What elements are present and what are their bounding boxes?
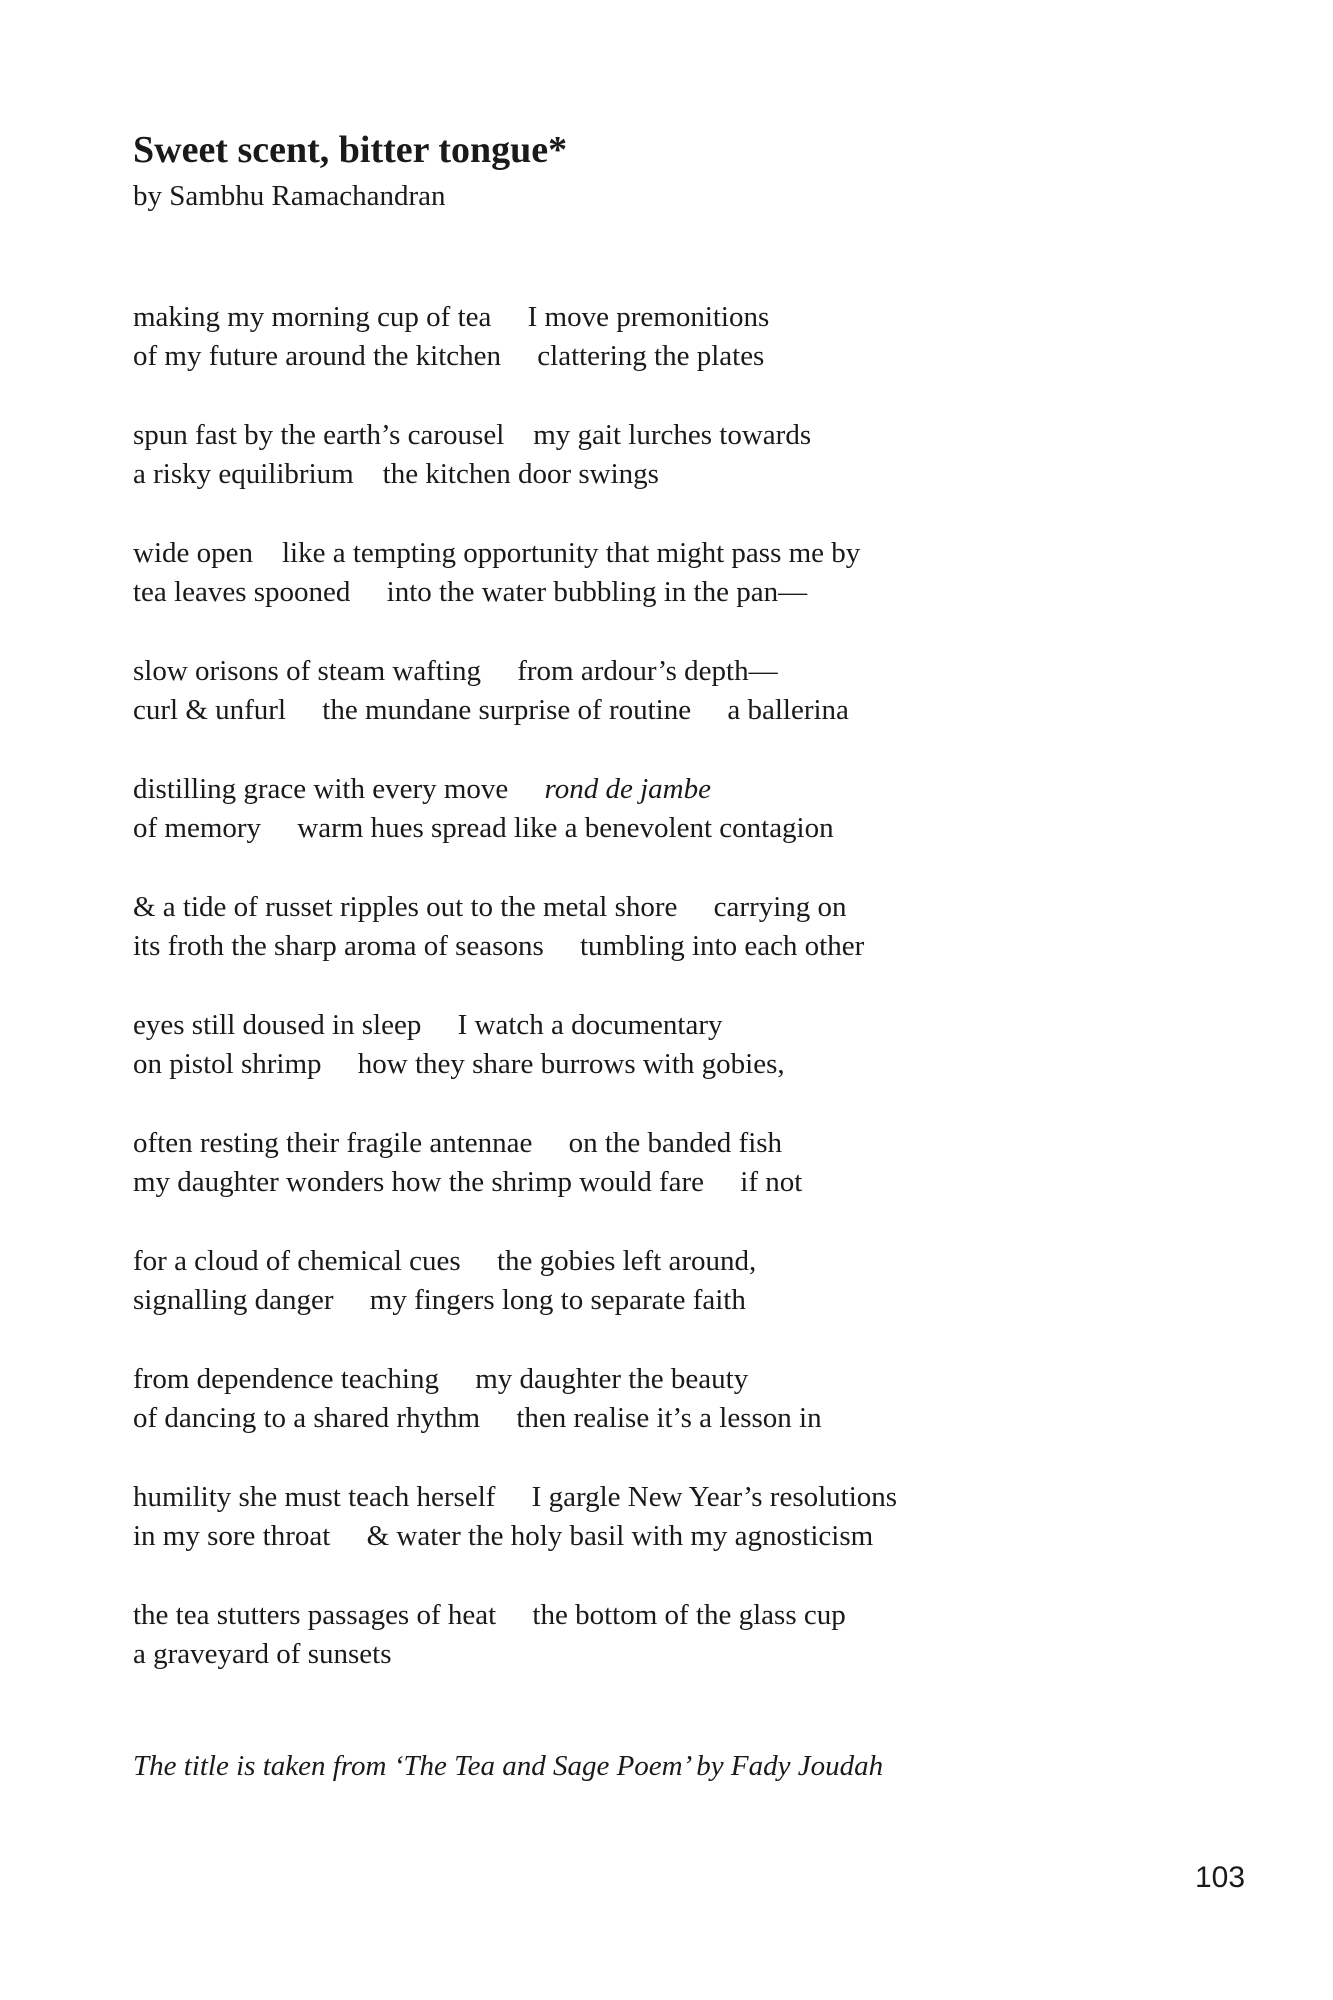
poem-line-text: distilling grace with every move: [133, 773, 545, 805]
poem-line: in my sore throat & water the holy basil with my agnosticism: [133, 1520, 874, 1552]
poem-line: [133, 770, 897, 809]
stanza-9: [133, 1242, 897, 1360]
stanza-5: [133, 770, 897, 888]
poem-line: humility she must teach herself I gargle New Year’s resolutions: [133, 1481, 898, 1513]
poem-line: my daughter wonders how the shrimp would fare if not: [133, 1166, 803, 1198]
poem-line: a risky equilibrium the kitchen door swings: [133, 458, 659, 490]
stanza-2: [133, 416, 897, 534]
stanza-7: [133, 1006, 897, 1124]
poem-line: slow orisons of steam wafting from ardour’s depth—: [133, 655, 778, 687]
poem-line: wide open like a tempting opportunity that might pass me by: [133, 537, 861, 569]
poem-line: signalling danger my fingers long to separate faith: [133, 1284, 746, 1316]
stanza-8: [133, 1124, 897, 1242]
stanza-1: [133, 298, 897, 416]
poem-byline: by Sambhu Ramachandran: [133, 180, 446, 212]
poem-line: its froth the sharp aroma of seasons tumbling into each other: [133, 930, 865, 962]
poem-line: on pistol shrimp how they share burrows with gobies,: [133, 1048, 785, 1080]
stanza-11: [133, 1478, 897, 1596]
poem-line: of memory warm hues spread like a benevolent contagion: [133, 812, 834, 844]
stanza-3: [133, 534, 897, 652]
stanza-12: [133, 1596, 897, 1714]
poem-line: & a tide of russet ripples out to the metal shore carrying on: [133, 891, 847, 923]
poem-line: eyes still doused in sleep I watch a documentary: [133, 1009, 723, 1041]
poem-line: of my future around the kitchen clattering the plates: [133, 340, 765, 372]
poem-line: from dependence teaching my daughter the beauty: [133, 1363, 749, 1395]
stanza-10: [133, 1360, 897, 1478]
poem-line: often resting their fragile antennae on the banded fish: [133, 1127, 783, 1159]
poem-line: the tea stutters passages of heat the bottom of the glass cup: [133, 1599, 846, 1631]
poem-title: Sweet scent, bitter tongue*: [133, 129, 568, 171]
stanza-4: [133, 652, 897, 770]
poem-line: making my morning cup of tea I move premonitions: [133, 301, 770, 333]
poem-line: for a cloud of chemical cues the gobies left around,: [133, 1245, 757, 1277]
poem-body: [133, 298, 897, 1714]
page-number: 103: [1195, 1861, 1246, 1894]
poem-line: a graveyard of sunsets: [133, 1638, 392, 1670]
poem-line: curl & unfurl the mundane surprise of routine a ballerina: [133, 694, 849, 726]
poem-line: spun fast by the earth’s carousel my gait lurches towards: [133, 419, 812, 451]
title-footnote: The title is taken from ‘The Tea and Sage Poem’ by Fady Joudah: [133, 1750, 884, 1782]
italic-phrase: rond de jambe: [544, 773, 711, 805]
stanza-6: [133, 888, 897, 1006]
poem-line: of dancing to a shared rhythm then realise it’s a lesson in: [133, 1402, 822, 1434]
poem-line: tea leaves spooned into the water bubbling in the pan—: [133, 576, 808, 608]
